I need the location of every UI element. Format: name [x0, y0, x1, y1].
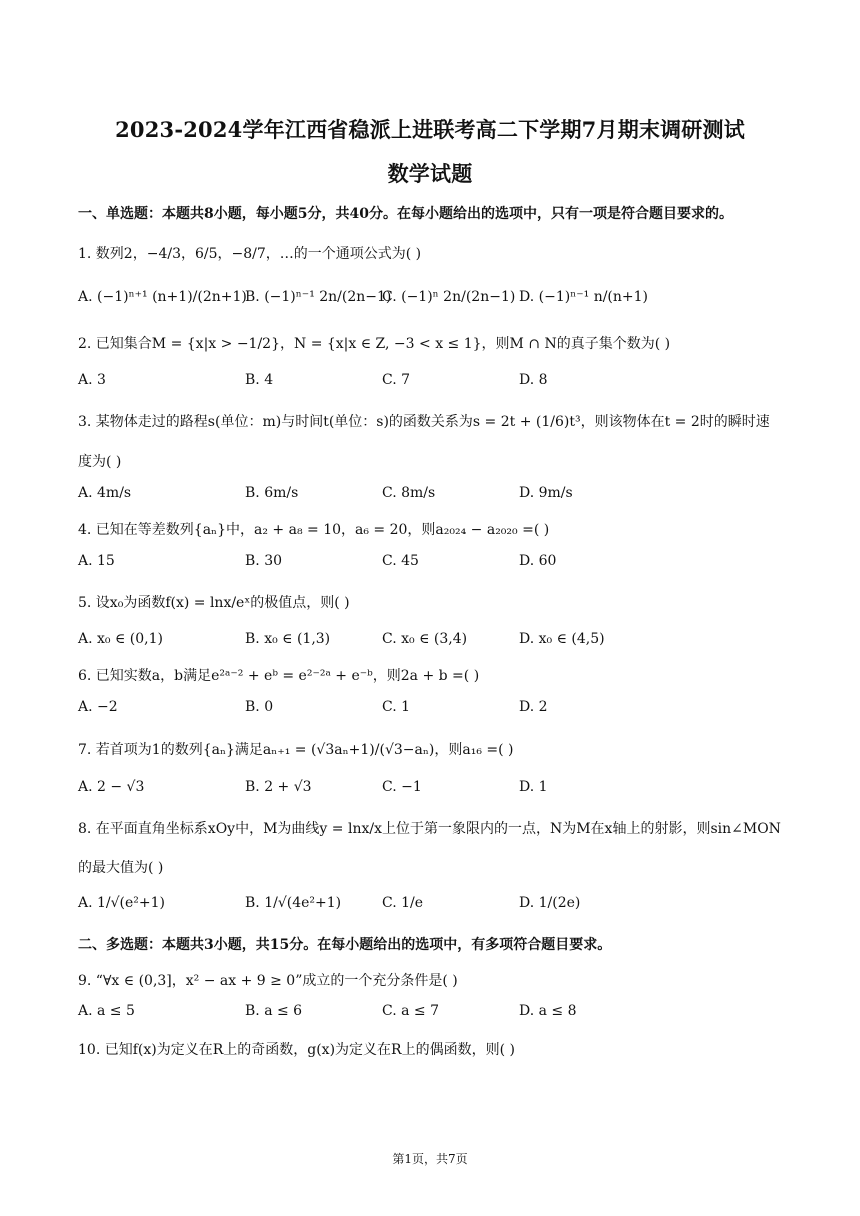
- question-7-option-a: A. 2 − √3: [78, 779, 145, 795]
- question-6-option-d: D. 2: [519, 699, 548, 715]
- question-1-stem: 1. 数列2，−4/3，6/5，−8/7，…的一个通项公式为( ): [78, 246, 422, 262]
- question-7-option-d: D. 1: [519, 779, 548, 795]
- question-3-option-a: A. 4m/s: [78, 485, 132, 501]
- question-5-option-d: D. x₀ ∈ (4,5): [519, 631, 605, 647]
- question-3-stem-continued: 度为( ): [78, 454, 122, 470]
- question-8-option-c: C. 1/e: [382, 895, 424, 911]
- question-3-stem: 3. 某物体走过的路程s(单位：m)与时间t(单位：s)的函数关系为s = 2t + (1/6)t³，则该物体在t = 2时的瞬时速: [78, 414, 770, 430]
- question-4-option-b: B. 30: [245, 553, 283, 569]
- question-8-stem-continued: 的最大值为( ): [78, 860, 164, 876]
- question-1-options: [78, 289, 798, 311]
- exam-subtitle: 数学试题: [387, 161, 473, 186]
- question-2-options: [78, 372, 798, 394]
- question-5-option-b: B. x₀ ∈ (1,3): [245, 631, 331, 647]
- question-8-option-a: A. 1/√(e²+1): [78, 895, 166, 911]
- question-9-options: [78, 1003, 798, 1025]
- question-2-option-d: D. 8: [519, 372, 548, 388]
- question-4-options: [78, 553, 798, 575]
- question-1-option-b: B. (−1)ⁿ⁻¹ 2n/(2n−1): [245, 289, 392, 305]
- question-3-options: [78, 485, 798, 507]
- question-3-option-c: C. 8m/s: [382, 485, 436, 501]
- question-7-options: [78, 779, 798, 801]
- question-3-option-d: D. 9m/s: [519, 485, 573, 501]
- question-9-option-c: C. a ≤ 7: [382, 1003, 439, 1019]
- question-9-option-d: D. a ≤ 8: [519, 1003, 577, 1019]
- question-6-option-c: C. 1: [382, 699, 411, 715]
- question-5-options: [78, 631, 798, 653]
- question-7-stem: 7. 若首项为1的数列{aₙ}满足aₙ₊₁ = (√3aₙ+1)/(√3−aₙ)，则a₁₆ =( ): [78, 742, 514, 758]
- question-2-stem: 2. 已知集合M = {x|x > −1/2}，N = {x|x ∈ Z, −3 < x ≤ 1}，则M ∩ N的真子集个数为( ): [78, 336, 671, 352]
- question-2-option-c: C. 7: [382, 372, 411, 388]
- question-9-stem: 9. “∀x ∈ (0,3]，x² − ax + 9 ≥ 0”成立的一个充分条件是( ): [78, 973, 458, 989]
- question-6-option-a: A. −2: [78, 699, 118, 715]
- page-footer: 第1页，共7页: [392, 1152, 468, 1166]
- question-8-options: [78, 895, 798, 917]
- question-8-option-d: D. 1/(2e): [519, 895, 581, 911]
- question-1-option-a: A. (−1)ⁿ⁺¹ (n+1)/(2n+1): [78, 289, 247, 305]
- question-5-stem: 5. 设x₀为函数f(x) = lnx/eˣ的极值点，则( ): [78, 595, 350, 611]
- question-3-option-b: B. 6m/s: [245, 485, 299, 501]
- question-2-option-b: B. 4: [245, 372, 274, 388]
- question-1-option-d: D. (−1)ⁿ⁻¹ n/(n+1): [519, 289, 649, 305]
- question-9-option-b: B. a ≤ 6: [245, 1003, 303, 1019]
- question-6-options: [78, 699, 798, 721]
- question-8-stem: 8. 在平面直角坐标系xOy中，M为曲线y = lnx/x上位于第一象限内的一点，N为M在x轴上的射影，则sin∠MON: [78, 821, 781, 837]
- question-4-option-d: D. 60: [519, 553, 557, 569]
- question-7-option-c: C. −1: [382, 779, 422, 795]
- question-6-stem: 6. 已知实数a，b满足e²ᵃ⁻² + eᵇ = e²⁻²ᵃ + e⁻ᵇ，则2a + b =( ): [78, 668, 480, 684]
- question-10-stem: 10. 已知f(x)为定义在R上的奇函数，g(x)为定义在R上的偶函数，则( ): [78, 1042, 515, 1058]
- question-1-option-c: C. (−1)ⁿ 2n/(2n−1): [382, 289, 516, 305]
- section-heading-multi-choice: 二、多选题：本题共3小题，共15分。在每小题给出的选项中，有多项符合题目要求。: [78, 937, 612, 953]
- question-6-option-b: B. 0: [245, 699, 274, 715]
- question-4-stem: 4. 已知在等差数列{aₙ}中，a₂ + a₈ = 10，a₆ = 20，则a₂₀₂₄ − a₂₀₂₀ =( ): [78, 522, 550, 538]
- question-7-option-b: B. 2 + √3: [245, 779, 312, 795]
- question-9-option-a: A. a ≤ 5: [78, 1003, 135, 1019]
- question-5-option-c: C. x₀ ∈ (3,4): [382, 631, 468, 647]
- question-8-option-b: B. 1/√(4e²+1): [245, 895, 342, 911]
- section-heading-single-choice: 一、单选题：本题共8小题，每小题5分，共40分。在每小题给出的选项中，只有一项是符合题目要求的。: [78, 206, 733, 222]
- question-4-option-c: C. 45: [382, 553, 419, 569]
- question-5-option-a: A. x₀ ∈ (0,1): [78, 631, 163, 647]
- question-4-option-a: A. 15: [78, 553, 115, 569]
- question-2-option-a: A. 3: [78, 372, 106, 388]
- exam-title: 2023-2024学年江西省稳派上进联考高二下学期7月期末调研测试: [115, 117, 745, 142]
